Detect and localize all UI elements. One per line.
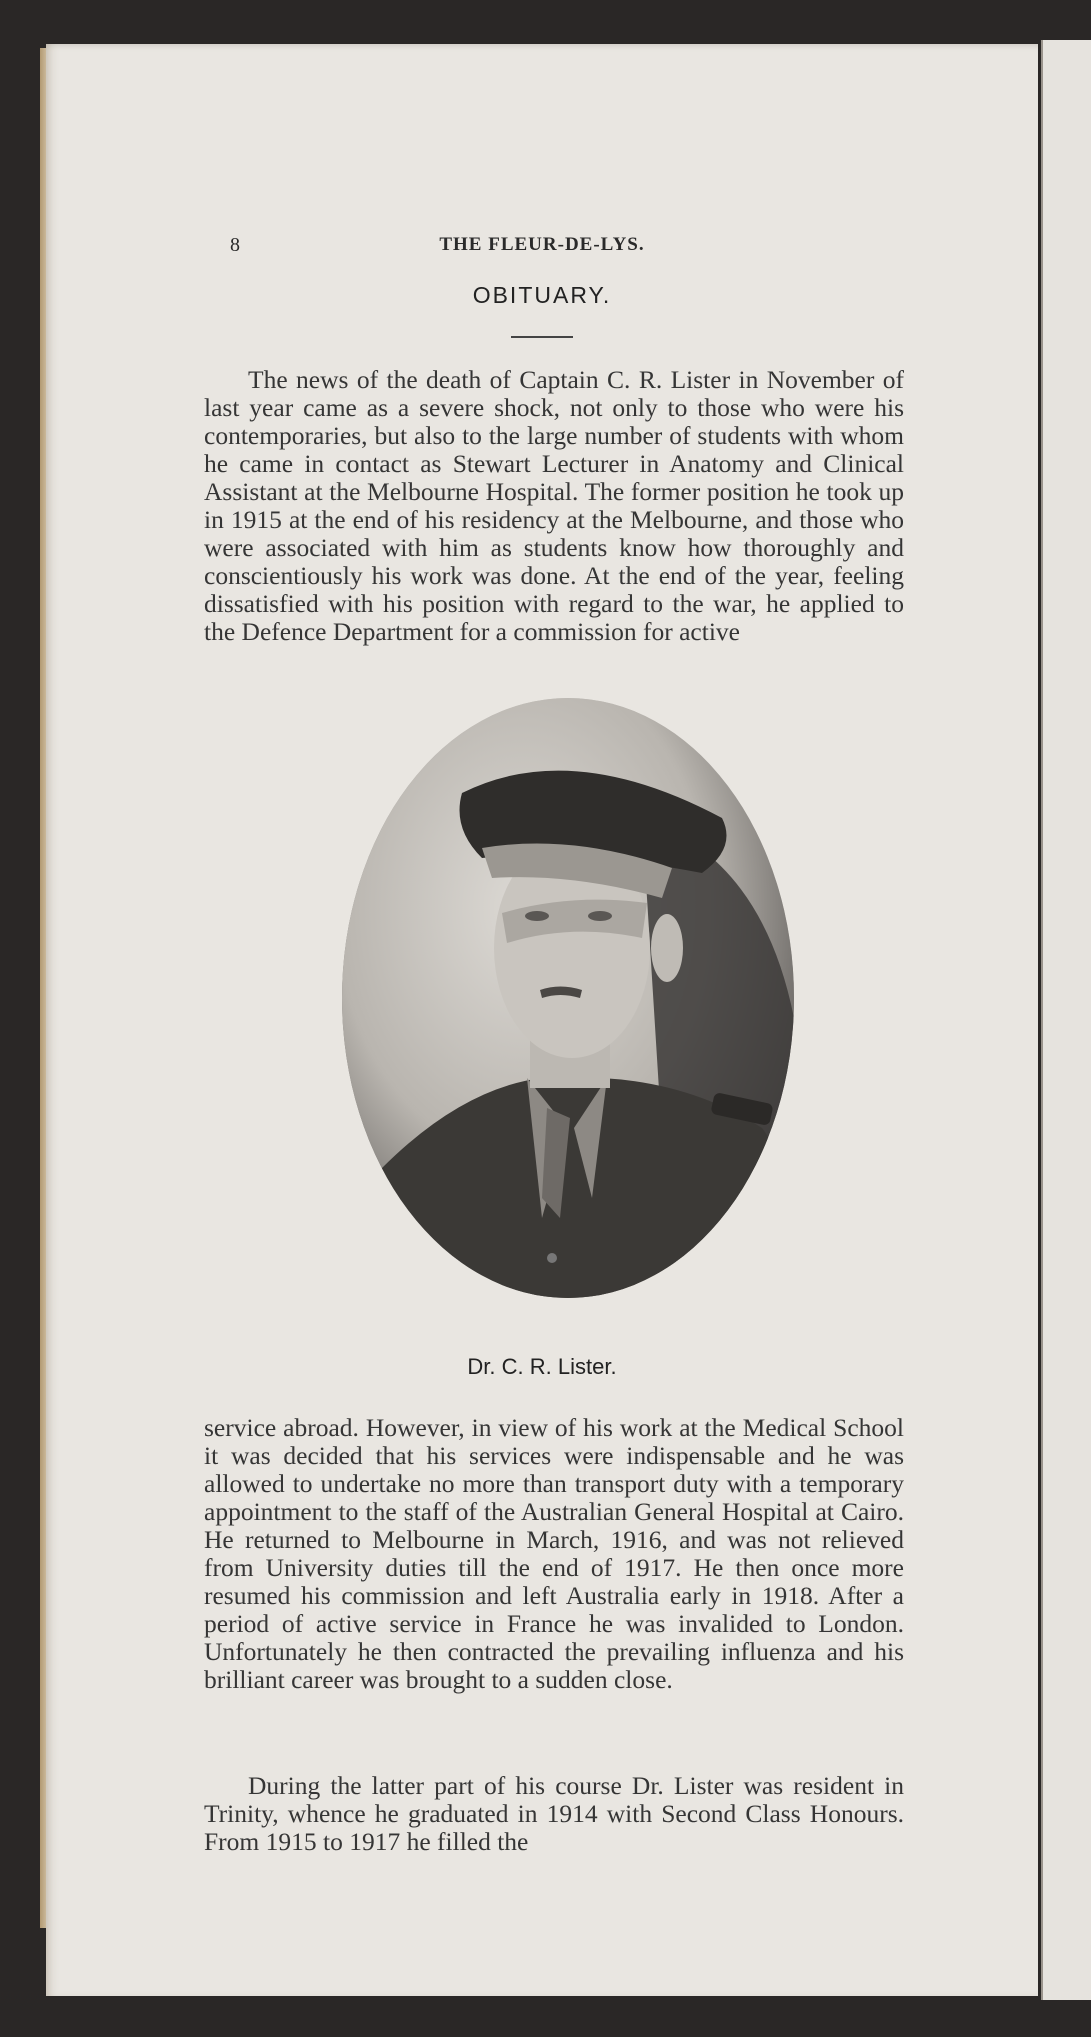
paragraph-text: During the latter part of his course Dr. Lister was resident in Trinity, whence he graduated in 1914 with Second Class Honours. From 1915 to 1917 he filled the [204,1771,904,1856]
page-number: 8 [230,234,240,256]
portrait-illustration [342,698,794,1298]
title-rule [511,336,573,338]
paragraph-service [204,1414,904,1694]
adjacent-page-edge [1041,40,1091,2000]
paragraph-trinity [204,1772,904,1856]
paragraph-intro [204,366,904,646]
running-head: THE FLEUR-DE-LYS. [439,234,645,255]
paragraph-text: service abroad. However, in view of his work at the Medical School it was decided that his services were indispensable and he was allowed to undertake no more than transport duty with a temporary appointment to the staff of the Australian General Hospital at Cairo. He returned to Melbourne in March, 1916, and was not relieved from University duties till the end of 1917. He then once more resumed his commission and left Australia early in 1918. After a period of active service in France he was invalided to London. Unfortunately he then contracted the prevailing influenza and his brilliant career was brought to a sudden close. [204,1413,904,1694]
article-title: OBITUARY. [472,282,612,308]
book-page [46,44,1038,1996]
portrait-photo [342,698,794,1298]
page-header [46,234,1038,256]
paragraph-text: The news of the death of Captain C. R. Lister in November of last year came as a severe shock, not only to those who were his contemporaries, but also to the large number of students with whom he came in contact as Stewart Lecturer in Anatomy and Clinical Assistant at the Melbourne Hospital. The former position he took up in 1915 at the end of his residency at the Melbourne, and those who were associated with him as students know how thoroughly and conscientiously his work was done. At the end of the year, feeling dissatisfied with his position with regard to the war, he applied to the Defence Department for a commission for active [204,365,904,646]
portrait-caption: Dr. C. R. Lister. [467,1354,617,1379]
